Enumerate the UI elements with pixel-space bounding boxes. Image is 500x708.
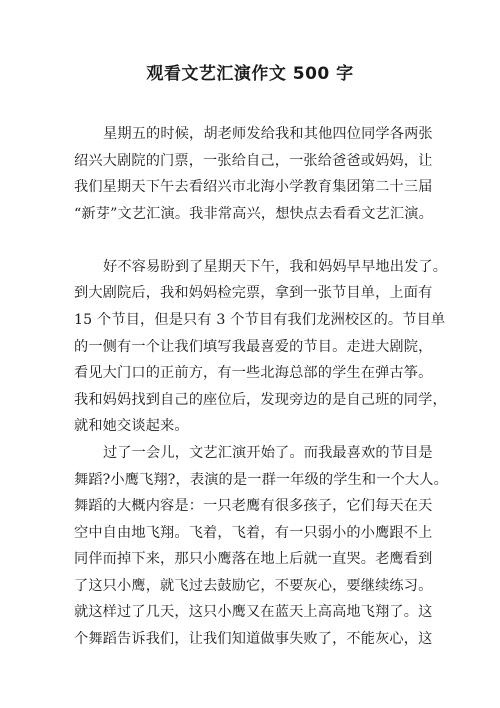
text-line: 同伴而掉下来，那只小鹰落在地上后就一直哭。老鹰看到 (74, 551, 433, 568)
text-line: 个舞蹈告诉我们，让我们知道做事失败了，不能灰心，这 (74, 631, 433, 648)
text-line: 过了一会儿，文艺汇演开始了。而我最喜欢的节目是 (103, 444, 433, 461)
text-line: 15 个节目，但是只有 3 个节目有我们龙洲校区的。节目单 (74, 311, 446, 328)
page-title: 观看文艺汇演作文 500 字 (146, 64, 354, 84)
paragraph-spacer (74, 227, 430, 253)
text-line: 舞蹈的大概内容是：一只老鹰有很多孩子，它们每天在天 (74, 498, 433, 515)
text-line: 我和妈妈找到自己的座位后，发现旁边的是自己班的同学， (74, 391, 447, 408)
paragraph-2 (74, 254, 448, 440)
paragraph-3 (74, 440, 448, 653)
text-line: 就这样过了几天，这只小鹰又在蓝天上高高地飞翔了。这 (74, 604, 433, 621)
text-line: 就和她交谈起来。 (74, 418, 189, 435)
text-line: 的一侧有一个让我们填写我最喜爱的节目。走进大剧院， (74, 338, 433, 355)
text-line: 空中自由地飞翔。飞着，飞着，有一只弱小的小鹰跟不上 (74, 524, 433, 541)
text-line: 舞蹈?小鹰飞翔?，表演的是一群一年级的学生和一个大人。 (74, 471, 448, 488)
text-line: 了这只小鹰，就飞过去鼓励它，不要灰心，要继续练习。 (74, 577, 433, 594)
article-body (74, 121, 448, 653)
text-line: 好不容易盼到了星期天下午，我和妈妈早早地出发了。 (103, 258, 448, 275)
text-line: 到大剧院后，我和妈妈检完票，拿到一张节目单，上面有 (74, 285, 433, 302)
text-line: 我们星期天下午去看绍兴市北海小学教育集团第二十三届 (74, 179, 433, 196)
text-line: 绍兴大剧院的门票，一张给自己，一张给爸爸或妈妈，让 (74, 152, 433, 169)
text-line: “新芽”文艺汇演。我非常高兴，想快点去看看文艺汇演。 (74, 205, 433, 222)
text-line: 星期五的时候，胡老师发给我和其他四位同学各两张 (103, 126, 433, 142)
paragraph-1 (74, 121, 433, 227)
text-line: 看见大门口的正前方，有一些北海总部的学生在弹古筝。 (74, 365, 433, 382)
